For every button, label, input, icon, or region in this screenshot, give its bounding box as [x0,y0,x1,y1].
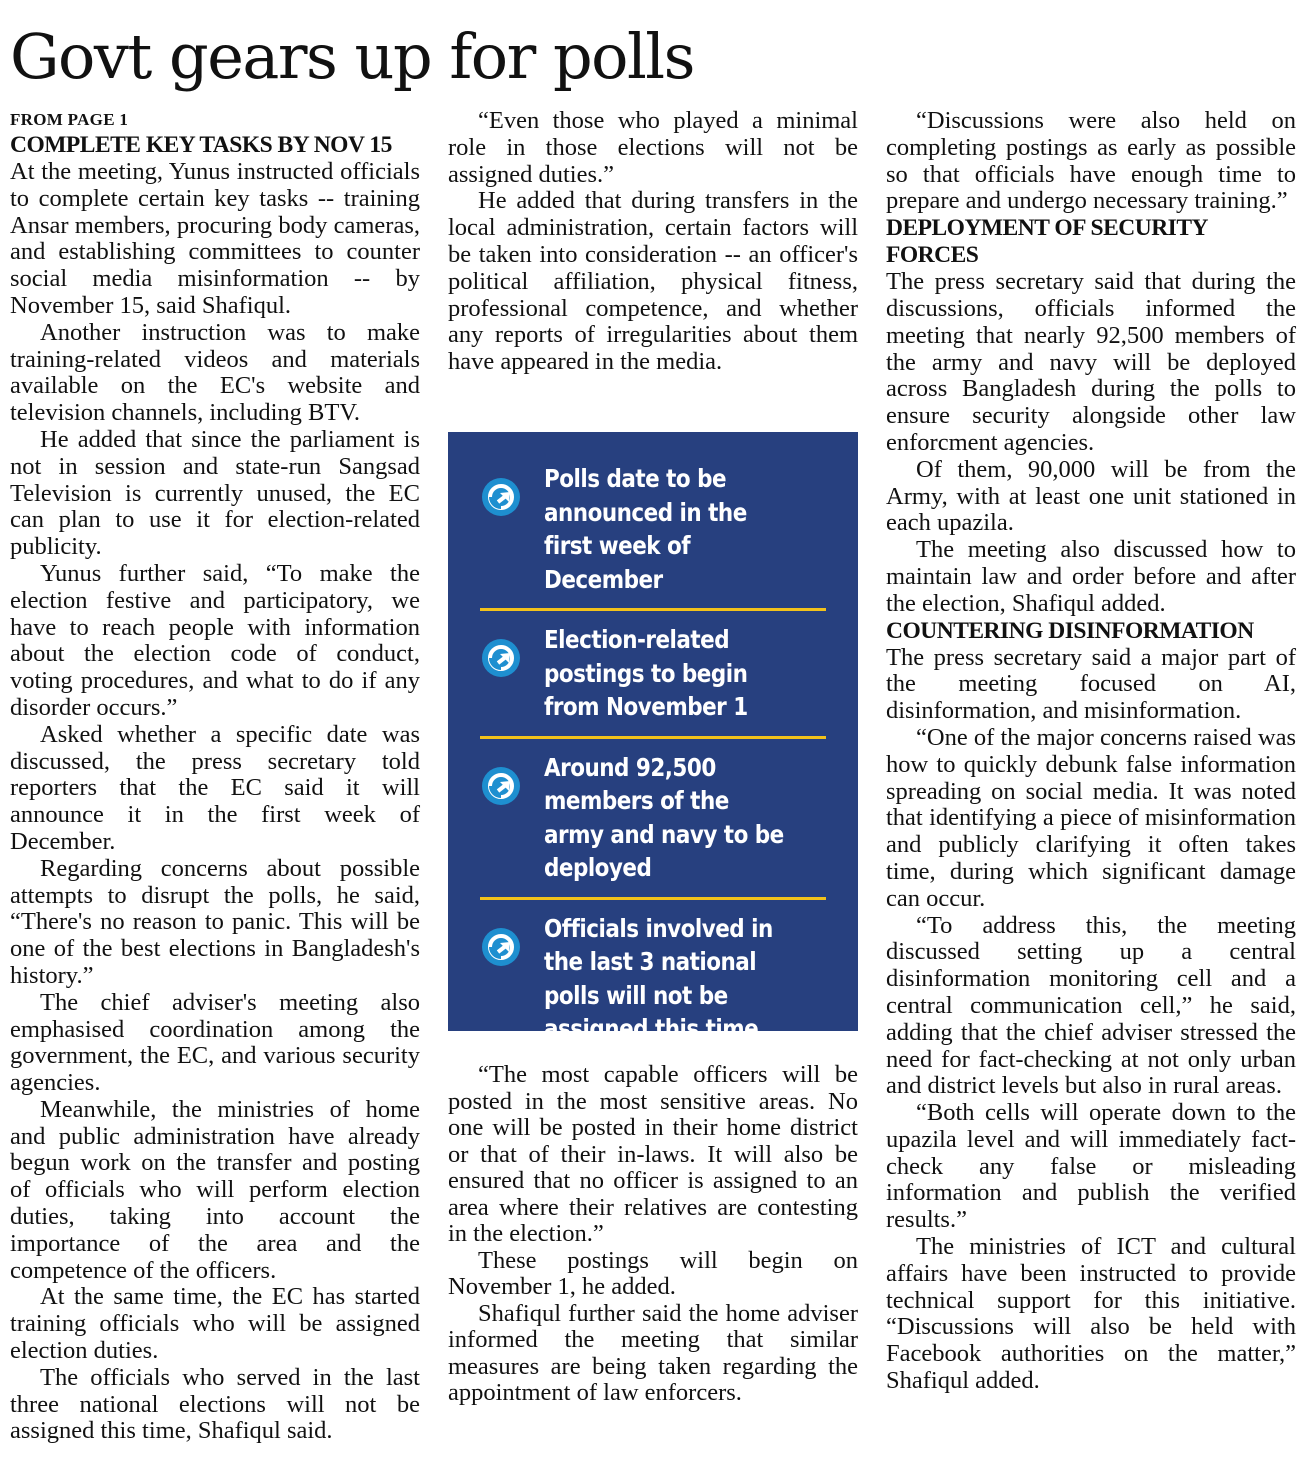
paragraph: The officials who served in the last three national elections will not be assigned this time, Shafiqul said. [10,1363,420,1445]
highlight-item [480,900,826,1058]
paragraph: “Both cells will operate down to the upazila level and will immediately fact-check any false or misleading information and publish the verified results.” [886,1099,1296,1234]
paragraph: “To address this, the meeting discussed setting up a central disinformation monitoring cell and a central communication cell,” he said, adding that the chief adviser stressed the need for fact-checking at not only urban and district levels but also in rural areas. [886,911,1296,1100]
paragraph: The press secretary said that during the discussions, officials informed the meeting that nearly 92,500 members of the army and navy will be deployed across Bangladesh during the polls to ensure security alongside other law enforcment agencies. [886,268,1296,456]
highlight-item [480,450,826,608]
highlight-item [480,611,826,736]
kicker: FROM PAGE 1 [10,110,129,129]
highlight-text: Officials involved in the last 3 national polls will not be assigned this time [544,913,773,1043]
highlight-text: Election-related postings to begin from November 1 [544,625,748,721]
subhead-key-tasks: COMPLETE KEY TASKS BY NOV 15 [10,132,392,158]
paragraph: The chief adviser's meeting also emphasised coordination among the government, the EC, and various security agencies. [10,988,420,1097]
subhead-deployment: DEPLOYMENT OF SECURITY FORCES [886,215,1208,269]
paragraph: At the same time, the EC has started training officials who will be assigned election duties. [10,1283,420,1365]
column-3 [886,108,1296,1395]
paragraph: Yunus further said, “To make the election festive and participatory, we have to reach people with information about the election code of conduct, voting procedures, and what to do if any disorder occurs.” [10,559,420,721]
paragraph: Meanwhile, the ministries of home and public administration have already begun work on the transfer and posting of officials who will perform election duties, taking into account the importance of the area and the competence of the officers. [10,1095,420,1284]
paragraph: At the meeting, Yunus instructed officials to complete certain key tasks -- training Ansar members, procuring body cameras, and establishing committees to counter social media misinformation -- by November 15, said Shafiqul. [10,158,420,319]
arrow-circle-icon [480,926,522,968]
paragraph: “The most capable officers will be posted in the most sensitive areas. No one will be posted in their home district or that of their in-laws. It will also be ensured that no officer is assigned to an area where their relatives are contesting in the election.” [448,1061,858,1247]
subhead-disinformation: COUNTERING DISINFORMATION [886,617,1254,644]
paragraph: Shafiqul further said the home adviser informed the meeting that similar measures are being taken regarding the appointment of law enforcers. [448,1299,858,1406]
headline: Govt gears up for polls [10,20,694,93]
arrow-circle-icon [480,765,522,807]
paragraph: The press secretary said a major part of the meeting focused on AI, disinformation, and misinformation. [886,643,1296,725]
paragraph: Of them, 90,000 will be from the Army, with at least one unit stationed in each upazila. [886,455,1296,537]
column-2 [448,108,858,376]
paragraph: These postings will begin on November 1, he added. [448,1246,858,1300]
arrow-circle-icon [480,637,522,679]
highlight-text: Around 92,500 members of the army and navy to be deployed [544,752,784,882]
paragraph: Another instruction was to make training-related videos and materials available on the EC's website and television channels, including BTV. [10,318,420,427]
highlight-item [480,739,826,897]
paragraph: “Even those who played a minimal role in those elections will not be assigned duties.” [448,107,858,188]
paragraph: Regarding concerns about possible attempts to disrupt the polls, he said, “There's no reason to panic. This will be one of the best elections in Bangladesh's history.” [10,854,420,989]
highlight-text: Polls date to be announced in the first week of December [544,464,747,594]
paragraph: “One of the major concerns raised was how to quickly debunk false information spreading on social media. It was noted that identifying a piece of misinformation and publicly clarifying it often takes time, during which significant damage can occur. [886,723,1296,912]
paragraph: The ministries of ICT and cultural affairs have been instructed to provide technical support for this initiative. “Discussions will also be held with Facebook authorities on the matter,” Shafiqul added. [886,1233,1296,1395]
paragraph: “Discussions were also held on completing postings as early as possible so that officials have enough time to prepare and undergo necessary training.” [886,107,1296,215]
paragraph: Asked whether a specific date was discussed, the press secretary told reporters that the EC said it will announce it in the first week of December. [10,720,420,855]
paragraph: He added that during transfers in the local administration, certain factors will be taken into consideration -- an officer's political affiliation, physical fitness, professional competence, and whether any reports of irregularities about them have appeared in the media. [448,187,858,376]
column-1 [10,108,420,1445]
highlights-box [448,432,858,1043]
paragraph: The meeting also discussed how to maintain law and order before and after the election, Shafiqul added. [886,536,1296,617]
arrow-circle-icon [480,476,522,518]
column-2-bottom [448,1062,858,1407]
paragraph: He added that since the parliament is not in session and state-run Sangsad Television is currently unused, the EC can plan to use it for election-related publicity. [10,425,420,561]
